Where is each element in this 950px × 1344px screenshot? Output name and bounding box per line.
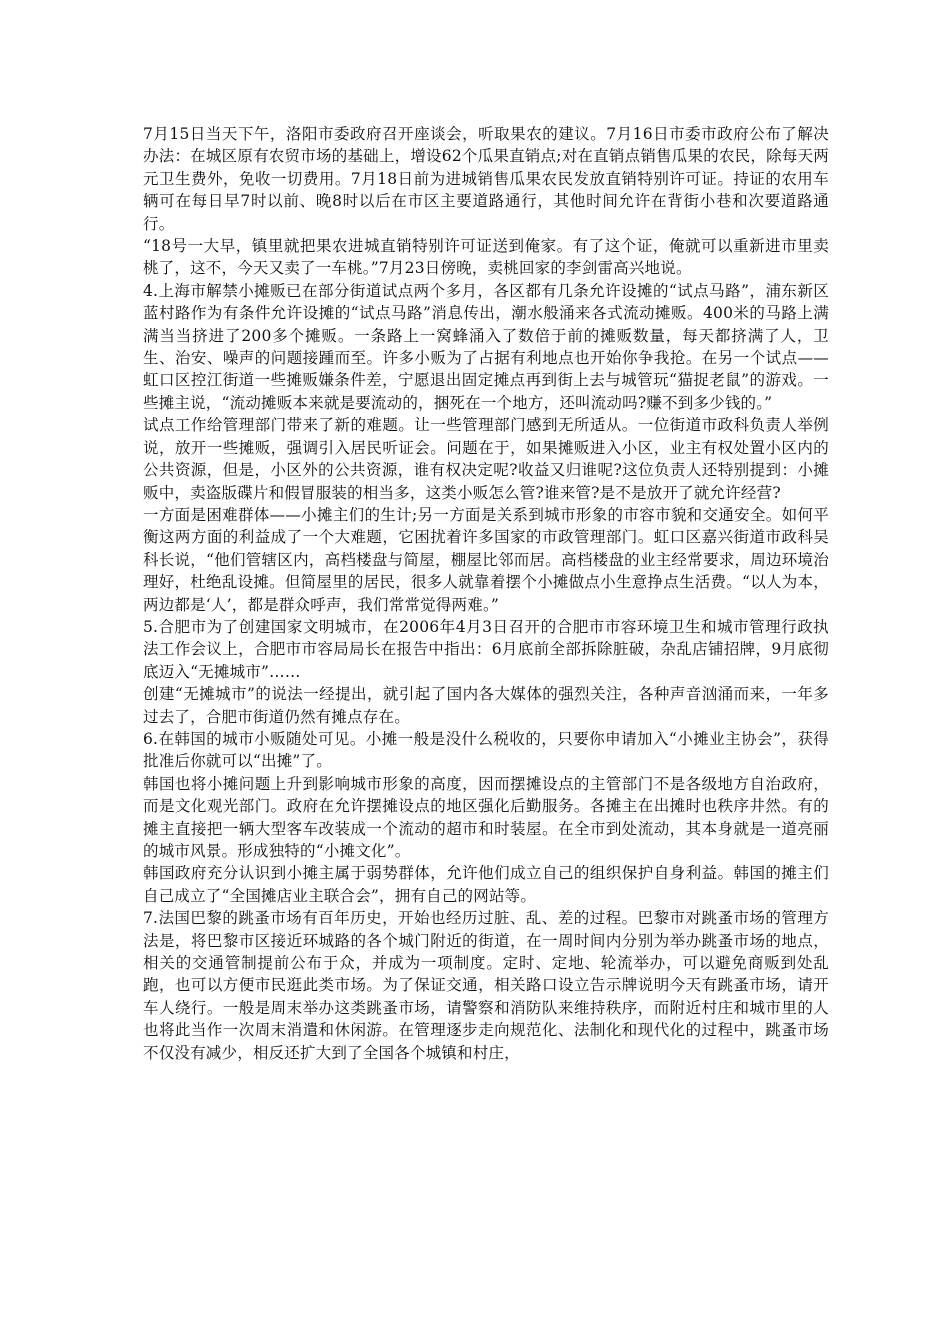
paragraph-paris-flea-market: 7.法国巴黎的跳蚤市场有百年历史，开始也经历过脏、乱、差的过程。巴黎市对跳蚤市场的管理方法是，将巴黎市区接近环城路的各个城门附近的街道，在一周时间内分别为举办跳蚤市场的地点，相关的交通管制提前公布于众，并成为一项制度。定时、定地、轮流举办，可以避免商贩到处乱跑，也可以方便市民逛此类市场。为了保证交通，相关路口设立告示牌说明今天有跳蚤市场，请开车人绕行。一般是周末举办这类跳蚤市场，请警察和消防队来维持秩序，而附近村庄和城市里的人也将此当作一次周末消遣和休闲游。在管理逐步走向规范化、法制化和现代化的过程中，跳蚤市场不仅没有减少，相反还扩大到了全国各个城镇和村庄， xyxy=(143,909,829,1062)
paragraph-shanghai-trial: 4.上海市解禁小摊贩已在部分街道试点两个多月，各区都有几条允许设摊的“试点马路”，浦东新区蓝村路作为有条件允许设摊的“试点马路”消息传出，潮水般涌来各式流动摊贩。400米的马路上满满当当挤进了200多个摊贩。一条路上一窝蜂涌入了数倍于前的摊贩数量，每天都挤满了人，卫生、治安、噪声的问题接踵而至。许多小贩为了占据有利地点也开始你争我抢。在另一个试点——虹口区控江街道一些摊贩嫌条件差，宁愿退出固定摊点再到街上去与城管玩“猫捉老鼠”的游戏。一些摊主说，“流动摊贩本来就是要流动的，捆死在一个地方，还叫流动吗?赚不到多少钱的。” xyxy=(143,281,829,412)
paragraph-luoyang-meeting: 7月15日当天下午，洛阳市委政府召开座谈会，听取果农的建议。7月16日市委市政府公布了解决办法：在城区原有农贸市场的基础上，增设62个瓜果直销点;对在直销点销售瓜果的农民，除每天两元卫生费外，免收一切费用。7月18日前为进城销售瓜果农民发放直销特别许可证。持证的农用车辆可在每日早7时以前、晚8时以后在市区主要道路通行，其他时间允许在背街小巷和次要道路通行。 xyxy=(143,125,829,233)
paragraph-korea-vendors: 6.在韩国的城市小贩随处可见。小摊一般是没什么税收的，只要你申请加入“小摊业主协会”，获得批准后你就可以“出摊”了。 xyxy=(143,729,829,771)
paragraph-hefei-media: 创建“无摊城市”的说法一经提出，就引起了国内各大媒体的强烈关注，各种声音汹涌而来，一年多过去了，合肥市街道仍然有摊点存在。 xyxy=(143,685,829,726)
paragraph-korea-federation: 韩国政府充分认识到小摊主属于弱势群体，允许他们成立自己的组织保护自身利益。韩国的摊主们自己成立了“全国摊店业主联合会”，拥有自己的网站等。 xyxy=(143,864,829,905)
document-body xyxy=(143,123,829,1064)
paragraph-hefei-city: 5.合肥市为了创建国家文明城市，在2006年4月3日召开的合肥市市容环境卫生和城市管理行政执法工作会议上，合肥市市容局局长在报告中指出：6月底前全部拆除脏破，杂乱店铺招牌，9月底彻底迈入“无摊城市”…… xyxy=(143,617,829,681)
paragraph-management-problems: 试点工作给管理部门带来了新的难题。让一些管理部门感到无所适从。一位街道市政科负责人举例说，放开一些摊贩，强调引入居民听证会。问题在于，如果摊贩进入小区，业主有权处置小区内的公共资源，但是，小区外的公共资源，谁有权决定呢?收益又归谁呢?这位负责人还特别提到：小摊贩中，卖盗版碟片和假冒服装的相当多，这类小贩怎么管?谁来管?是不是放开了就允许经营? xyxy=(143,416,829,502)
paragraph-balance-interests: 一方面是困难群体——小摊主们的生计;另一方面是关系到城市形象的市容市貌和交通安全。如何平衡这两方面的利益成了一个大难题，它困扰着许多国家的市政管理部门。虹口区嘉兴街道市政科吴科长说，“他们管辖区内，高档楼盘与简屋，棚屋比邻而居。高档楼盘的业主经常要求，周边环境治理好，杜绝乱设摊。但简屋里的居民，很多人就靠着摆个小摊做点小生意挣点生活费。“以人为本，两边都是‘人’，都是群众呼声，我们常常觉得两难。” xyxy=(143,505,829,614)
paragraph-farmer-quote: “18号一大早，镇里就把果农进城直销特别许可证送到俺家。有了这个证，俺就可以重新进市里卖桃了，这不，今天又卖了一车桃。”7月23日傍晚，卖桃回家的李剑雷高兴地说。 xyxy=(143,237,829,278)
paragraph-korea-culture: 韩国也将小摊问题上升到影响城市形象的高度，因而摆摊设点的主管部门不是各级地方自治政府，而是文化观光部门。政府在允许摆摊设点的地区强化后勤服务。各摊主在出摊时也秩序井然。有的摊主直接把一辆大型客车改装成一个流动的超市和时装屋。在全市到处流动，其本身就是一道亮丽的城市风景。形成独特的“小摊文化”。 xyxy=(143,774,829,860)
